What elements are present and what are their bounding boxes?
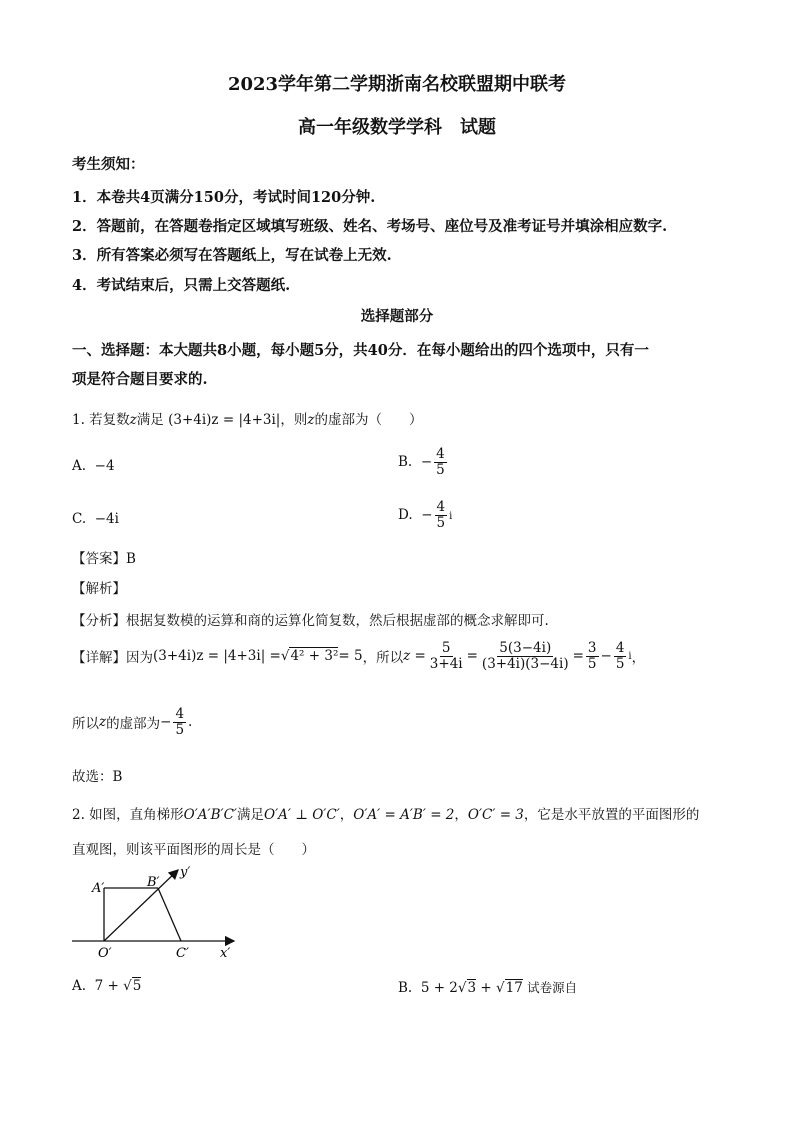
q2-option-b-plus: + xyxy=(476,980,496,996)
q1-option-b-den: 5 xyxy=(436,461,445,478)
q1-analysis: 【分析】根据复数模的运算和商的运算化简复数，然后根据虚部的概念求解即可. xyxy=(72,613,549,629)
q1-detail-label: 【详解】因为 xyxy=(72,650,153,667)
q1-f2-den: (3+4i)(3−4i) xyxy=(481,655,569,672)
q1-stem xyxy=(72,408,422,428)
q1-concl-fraction xyxy=(173,707,186,738)
q1-concl-prefix: 所以 xyxy=(72,716,99,733)
q1-suffix-a: ，则 xyxy=(280,412,308,428)
q1-f1-den: 3+4i xyxy=(429,655,463,672)
q1-var: z xyxy=(129,412,137,428)
notice-item-1: 1．本卷共4页满分150分，考试时间120分钟. xyxy=(72,189,376,206)
q2-comma1: ， xyxy=(339,807,354,823)
q1-option-d-tail: i xyxy=(449,510,453,522)
q1-detail-minus: − xyxy=(600,648,612,665)
q1-detail-frac1 xyxy=(428,641,465,672)
q1-f4-den: 5 xyxy=(615,655,625,672)
q1-detail-frac2 xyxy=(480,641,571,672)
q1-concl-mid: 的虚部为 xyxy=(106,716,161,733)
q1-f1-num: 5 xyxy=(441,640,451,656)
q1-option-d xyxy=(398,500,452,531)
q1-analysis-label: 【解析】 xyxy=(72,581,126,597)
label-a: A′ xyxy=(92,881,105,896)
q2-line2: 直观图，则该平面图形的周长是（ ） xyxy=(72,842,315,858)
notice-item-3: 3．所有答案必须写在答题纸上，写在试卷上无效. xyxy=(72,247,392,264)
q1-f3-num: 3 xyxy=(587,640,597,656)
q1-option-b xyxy=(398,447,449,478)
q2-comma2: ， xyxy=(454,807,468,823)
edge-bc xyxy=(158,888,181,941)
q2-option-b-root2: 17 xyxy=(505,980,523,996)
q2-option-b-tail: 试卷源自 xyxy=(527,980,578,995)
q2-option-b-text-a: 5 + 2 xyxy=(420,980,458,996)
q1-detail-end: ， xyxy=(631,650,646,667)
q2-figure xyxy=(68,860,248,965)
q1-concl-num: 4 xyxy=(175,706,185,722)
q1-concl-var: z xyxy=(99,714,107,731)
q2-line1-c: ，它是水平放置的平面图形的 xyxy=(523,807,700,823)
q2-perp: O′A′ ⊥ O′C′ xyxy=(264,807,340,823)
q2-line1-b: 满足 xyxy=(237,807,264,823)
q1-option-b-num: 4 xyxy=(436,446,445,462)
notice-heading: 考生须知： xyxy=(72,156,145,173)
q1-option-d-label: D. xyxy=(398,506,413,523)
q1-option-b-fraction xyxy=(434,447,447,478)
q1-f4-tail: i xyxy=(628,650,632,662)
q2-option-a-root: 5 xyxy=(132,978,142,994)
q2-line1 xyxy=(72,803,699,823)
q1-option-c-label: C. xyxy=(72,511,87,527)
q1-prefix: 1. 若复数 xyxy=(72,412,130,428)
q2-line1-a: 2. 如图，直角梯形 xyxy=(72,807,184,823)
q1-option-c xyxy=(72,511,119,527)
q1-answer: 【答案】B xyxy=(72,551,136,567)
q1-suffix-b: 的虚部为（ ） xyxy=(314,412,423,428)
q2-option-b: B. 5 + 2√3 + √17 试卷源自 xyxy=(398,980,578,996)
q2-eq2: O′C′ = 3 xyxy=(467,807,524,823)
q1-detail-frac3 xyxy=(586,641,599,672)
q1-equation: (3+4i)z = |4+3i| xyxy=(168,412,281,428)
q1-detail: 【详解】因为 (3+4i)z = |4+3i| = √4² + 3² = 5 ，所以 z = $\frac{5}{3+4i}$ = $\frac{5(3-4i)}{(3+4i)(3-4i)}$ = $\frac{3}{5}$ − $\frac{4}{5}$ i ， xyxy=(72,640,646,672)
q1-concl-end: . xyxy=(188,714,193,731)
q1-option-d-fraction xyxy=(435,500,448,531)
q1-detail-frac4 xyxy=(614,641,627,672)
q1-option-c-text: −4i xyxy=(94,511,119,527)
q1-conclusion xyxy=(72,707,192,738)
q1-option-d-sign: − xyxy=(421,506,433,523)
q2-eq1: O′A′ = A′B′ = 2 xyxy=(353,807,455,823)
q1-var-2: z xyxy=(307,412,315,428)
q1-concl-minus: − xyxy=(160,714,172,731)
q1-option-a xyxy=(72,458,115,474)
section-title: 选择题部分 xyxy=(360,308,434,325)
q2-option-a-text: 7 + xyxy=(94,978,124,994)
q1-detail-so: ，所以 xyxy=(362,650,404,667)
section-instruction-1: 一、选择题：本大题共8小题，每小题5分，共40分．在每小题给出的四个选项中，只有一 xyxy=(72,342,649,359)
q2-option-a-label: A. xyxy=(72,978,87,994)
q2-trap: O′A′B′C′ xyxy=(183,807,237,823)
q1-option-d-den: 5 xyxy=(436,514,446,531)
q1-option-a-label: A. xyxy=(72,458,87,474)
q1-option-b-label: B. xyxy=(398,453,413,470)
y-axis xyxy=(104,870,178,941)
label-o: O′ xyxy=(98,946,112,961)
label-y: y′ xyxy=(180,865,191,880)
q1-option-d-num: 4 xyxy=(436,499,446,515)
label-x: x′ xyxy=(220,946,231,961)
section-instruction-2: 项是符合题目要求的. xyxy=(72,371,208,388)
notice-item-4: 4．考试结束后，只需上交答题纸. xyxy=(72,277,291,294)
q1-detail-eq1: (3+4i)z = |4+3i| = xyxy=(153,648,281,665)
q2-option-a: A. 7 + √5 xyxy=(72,978,142,994)
q1-concl-den: 5 xyxy=(175,721,185,738)
q1-detail-z: z = xyxy=(403,648,426,665)
exam-subtitle: 高一年级数学学科 试题 xyxy=(298,117,496,138)
q1-detail-eq1-end: = 5 xyxy=(338,648,363,665)
notice-item-2: 2．答题前，在答题卷指定区域填写班级、姓名、考场号、座位号及准考证号并填涂相应数字. xyxy=(72,218,668,235)
q1-cond-word: 满足 xyxy=(136,412,164,428)
q1-choose: 故选：B xyxy=(72,769,123,785)
q2-option-b-label: B. xyxy=(398,980,413,996)
q1-option-a-text: −4 xyxy=(94,458,115,474)
exam-title: 2023学年第二学期浙南名校联盟期中联考 xyxy=(227,74,567,95)
label-b: B′ xyxy=(147,875,160,890)
label-c: C′ xyxy=(176,946,189,961)
q2-option-b-root1: 3 xyxy=(467,980,477,996)
q1-f2-num: 5(3−4i) xyxy=(499,640,552,656)
q1-f4-num: 4 xyxy=(615,640,625,656)
q1-detail-sqrt: 4² + 3² xyxy=(290,648,339,665)
q1-f3-den: 5 xyxy=(587,655,597,672)
q1-option-b-sign: − xyxy=(420,453,433,470)
